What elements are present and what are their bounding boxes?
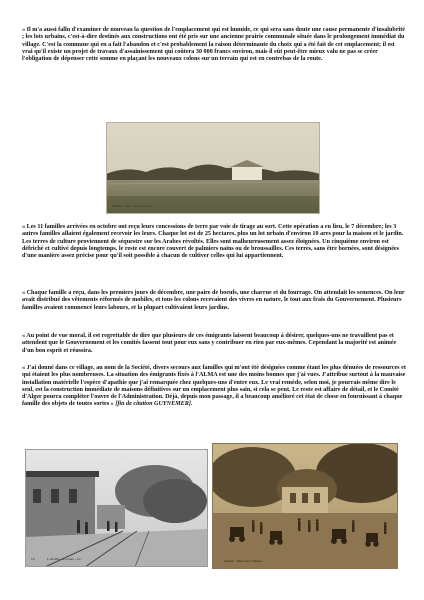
paragraph-equipement: « Chaque famille a reçu, dans les premiers jours de décembre, une paire de boeufs, une charrue et du fourrage. On attendait les semences. On leur avait distribué des vêtements réformés de mobiles, et tous les colons recevaient des vivres en nature, le tout aux frais du Gouvernement. Plusieurs familles avaient commencé leurs labours, et la plupart cultivaient leurs jardins. bbox=[22, 290, 405, 311]
photo-caption-number: 10 bbox=[31, 557, 35, 561]
photo-la-gare bbox=[25, 449, 208, 567]
paragraph-secours-text: « J'ai donné dans ce village, au nom de la Société, divers secours aux familles qui m'ont été désignées comme étant les plus dénuées de ressources et qui étaient les plus nombreuses. La situation des émigrants fixés à l'ALMA est une des moins bonnes que j'ai vues. J'attribue surtout à la mauvaise installation matérielle l'espèce d'apathie que j'ai remarquée chez quelques-uns d'entre eux. Le vrai remède, selon moi, je pourrais même dire le seul, est la construction immédiate de maisons définitives sur un emplacement plus sain, si cela se peut. Le reste est affaire de détail, et le Comité d'Alger pourra compléter l'ouvre de l'Administration. Déjà, depuis mon passage, il a beaucoup amélioré cet état de chose en fournissant à chaque famille des objets de toutes sortes » bbox=[22, 365, 406, 408]
paragraph-secours bbox=[22, 365, 406, 409]
photo-caption: L'ALMA – La Gare – LL bbox=[47, 557, 82, 561]
photo-caption: ALMA – Place de la Mairie bbox=[224, 559, 262, 563]
paragraph-moral: « Au point de vue moral, il est regrettable de dire que plusieurs de ces émigrants laissent beaucoup à désirer, quelques-uns ne travaillent pas et attendent que le Gouvernement et les comités fassent tout pour eux sans y contribuer en rien par eux-mêmes. Cependant la majorité est animée d'un bon esprit et réussira. bbox=[22, 333, 397, 354]
paragraph-secours-tail: . bbox=[190, 401, 193, 408]
photo-place-mairie bbox=[212, 443, 398, 569]
photo-caption: ALMA – 1902 – Vue générale bbox=[112, 204, 153, 208]
paragraph-concessions: « Les 11 familles arrivées en octobre ont reçu leurs concessions de terre par voie de tirage au sort. Cette opération a eu lieu, le 7 décembre; les 3 autres familles allaient également recevoir les leurs. Chaque lot est de 25 hectares, plus un lot urbain d'environ 10 ares pour la maison et le jardin. Les terres de culture proviennent de séquestre sur les Arabes révoltés. Elles sont malheureusement assez éloignées. Un cinquième environ est défriché et cultivé depuis longtemps, le reste est encore couvert de palmiers nains ou de broussailles. Ces terres, sans être bornées, sont désignées d'une manière assez précise pour qu'il soit possible à chacun de cultiver celles qui lui appartiennent. bbox=[22, 224, 404, 259]
paragraph-emplacement: « Il m'a aussi fallu d'examiner de nouveau la question de l'emplacement qui est humide, ce qui sera sans doute une cause permanente d'insalubrité ; les lots urbains, c'est-à-dire destinés aux constructions ont été pris sur une ancienne prairie communale située dans le prolongement immédiat du village. C'est la commune qui en a fait l'abandon et c'est probablement la raison déterminante du choix qui a été fait de cet emplacement; il est vrai qu'il existe un projet de travaux d'assainissement qui coûtera 30 000 francs environ, mais il eût peut-être mieux valu ne pas se créer l'obligation de dépenser cette somme en plaçant les nouveaux colons sur un terrain qui est en contrebas de la route. bbox=[22, 27, 406, 62]
citation-end: [fin de citation GUYNEMER] bbox=[115, 401, 191, 408]
photo-village-panorama bbox=[106, 122, 320, 214]
